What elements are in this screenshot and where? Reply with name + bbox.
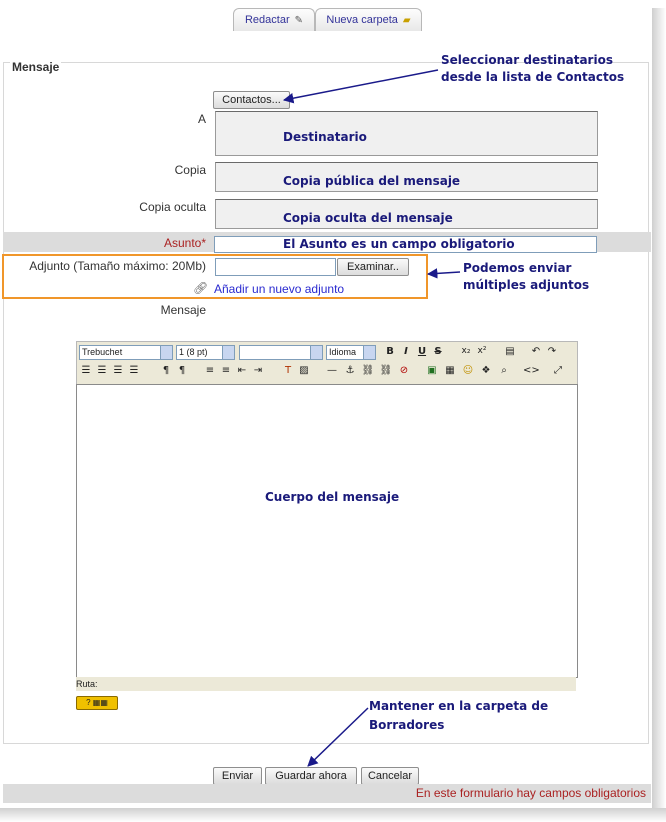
html-source-icon[interactable]: <> — [523, 365, 540, 376]
annotation-cc: Copia pública del mensaje — [283, 174, 461, 188]
send-button[interactable]: Enviar — [213, 767, 262, 785]
fullscreen-icon[interactable]: ⤢ — [554, 365, 562, 376]
annotation-subject: El Asunto es un campo obligatorio — [283, 237, 515, 251]
rtl-icon[interactable]: ¶ — [178, 365, 186, 376]
background-color-icon[interactable]: ▨ — [299, 365, 309, 376]
annotation-draft: Mantener en la carpeta de Borradores — [369, 699, 549, 732]
underline-icon[interactable]: U — [417, 346, 427, 357]
outdent-icon[interactable]: ⇤ — [237, 365, 247, 376]
clean-word-icon[interactable]: ▤ — [505, 346, 515, 357]
search-replace-icon[interactable]: ⌕ — [501, 365, 507, 376]
insert-image-icon[interactable]: ▣ — [427, 365, 437, 376]
subject-label-text: Asunto — [163, 236, 202, 250]
cc-label: Copia — [174, 163, 206, 177]
unordered-list-icon[interactable]: ≡ — [221, 365, 231, 376]
required-note: En este formulario hay campos obligatorios — [415, 786, 646, 800]
annotation-to: Destinatario — [283, 130, 367, 144]
indent-icon[interactable]: ⇥ — [253, 365, 263, 376]
smiley-icon[interactable]: ☺ — [462, 365, 474, 376]
redo-icon[interactable]: ↷ — [547, 346, 557, 357]
bcc-label: Copia oculta — [139, 200, 206, 214]
cancel-button[interactable]: Cancelar — [361, 767, 419, 785]
pencil-icon: ✎ — [294, 15, 304, 26]
align-right-icon[interactable]: ☰ — [113, 365, 123, 376]
path-label: Ruta: — [76, 679, 98, 689]
ordered-list-icon[interactable]: ≡ — [205, 365, 215, 376]
size-select[interactable]: 1 (8 pt) — [176, 345, 235, 360]
browse-button[interactable]: Examinar.. — [337, 258, 409, 276]
nolink-icon[interactable]: ⊘ — [399, 365, 409, 376]
superscript-icon[interactable]: x² — [477, 346, 487, 356]
insert-table-icon[interactable]: ▦ — [445, 365, 455, 376]
justify-icon[interactable]: ☰ — [129, 365, 139, 376]
subscript-icon[interactable]: x₂ — [461, 346, 471, 356]
keyboard-help-icon[interactable]: ? ▦▦ — [76, 696, 118, 710]
bold-icon[interactable]: B — [386, 346, 394, 357]
paperclip-icon: 🔗︎ — [193, 281, 209, 295]
to-label: A — [197, 112, 206, 126]
align-center-icon[interactable]: ☰ — [97, 365, 107, 376]
special-char-icon[interactable]: ❖ — [481, 365, 491, 376]
unlink-icon[interactable]: ⛓ — [379, 365, 393, 376]
required-mark: * — [201, 236, 206, 250]
contacts-button[interactable]: Contactos... — [213, 91, 290, 109]
align-left-icon[interactable]: ☰ — [81, 365, 91, 376]
font-select[interactable]: Trebuchet — [79, 345, 173, 360]
folder-add-icon: ▰ — [402, 15, 411, 26]
anchor-icon[interactable]: ⚓ — [345, 365, 355, 376]
tab-new-folder-label: Nueva carpeta — [326, 14, 398, 26]
italic-icon[interactable]: I — [404, 346, 408, 357]
strikethrough-icon[interactable]: S — [434, 346, 442, 357]
tab-compose-label: Redactar — [244, 14, 290, 26]
text-color-icon[interactable]: T — [284, 365, 292, 376]
horizontal-rule-icon[interactable]: — — [327, 365, 337, 376]
fieldset-legend: Mensaje — [12, 60, 60, 74]
annotation-contacts: Seleccionar destinatarios desde la lista de Contactos — [441, 53, 625, 84]
arrow-to-contacts — [284, 70, 438, 100]
arrow-to-save-draft — [308, 708, 368, 766]
attachment-label: Adjunto (Tamaño máximo: 20Mb) — [29, 259, 206, 273]
arrow-to-attachment — [428, 272, 460, 274]
message-label: Mensaje — [160, 303, 206, 317]
add-attachment-link[interactable]: Añadir un nuevo adjunto — [214, 282, 345, 296]
save-draft-button[interactable]: Guardar ahora — [265, 767, 357, 785]
undo-icon[interactable]: ↶ — [531, 346, 541, 357]
link-icon[interactable]: ⛓ — [361, 365, 375, 376]
annotation-attachments: Podemos enviar múltiples adjuntos — [463, 261, 590, 292]
annotation-body: Cuerpo del mensaje — [265, 490, 400, 504]
ltr-icon[interactable]: ¶ — [162, 365, 170, 376]
annotation-bcc: Copia oculta del mensaje — [283, 211, 453, 225]
language-select[interactable]: Idioma — [326, 345, 376, 360]
